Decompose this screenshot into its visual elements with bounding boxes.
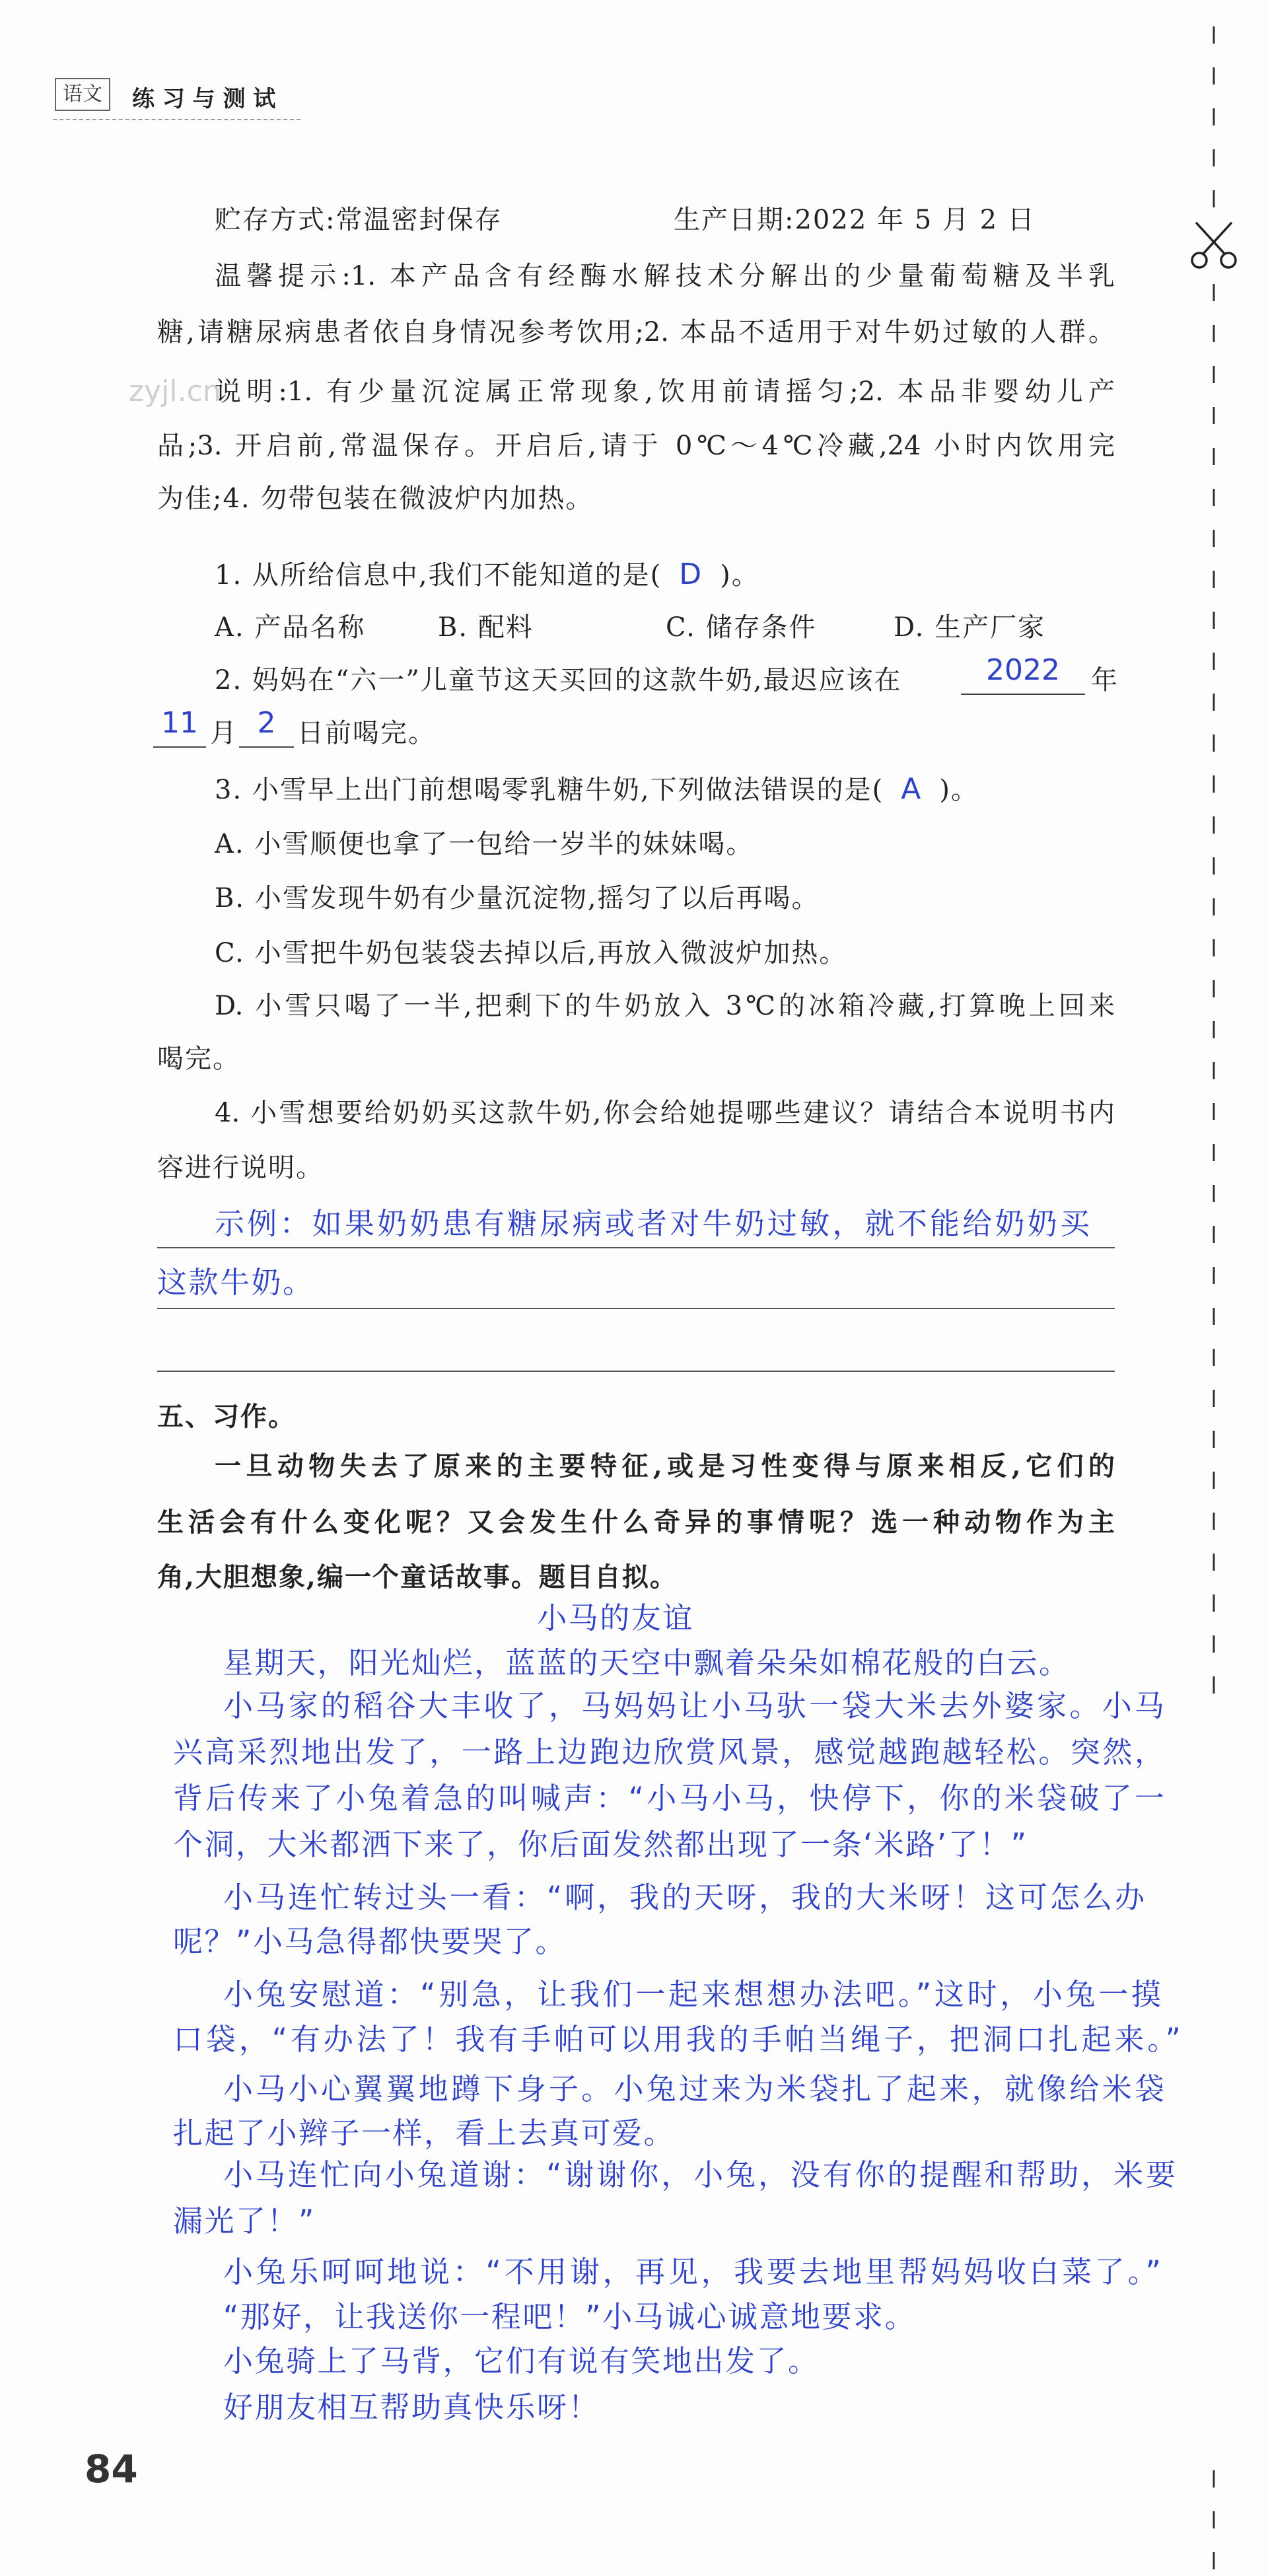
answer-rule (157, 1371, 1115, 1372)
answer-blank-year (961, 653, 1085, 695)
option-c: C. 储存条件 (666, 612, 817, 643)
essay-line: 漏光了！” (173, 2203, 316, 2238)
page-number: 84 (85, 2447, 138, 2491)
q3-option-line: D. 小雪只喝了一半,把剩下的牛奶放入 3℃的冰箱冷藏,打算晚上回来 (215, 991, 1115, 1021)
essay-line: 口袋，“有办法了！我有手帕可以用我的手帕当绳子，把洞口扎起来。” (173, 2022, 1181, 2057)
question-2-tail: 日前喝完。 (297, 718, 436, 748)
question-4-line: 容进行说明。 (157, 1153, 324, 1183)
answer-rule (157, 1308, 1115, 1309)
month-unit: 月 (210, 718, 238, 748)
option-a: A. 产品名称 (215, 612, 366, 643)
question-3-stem: 3. 小雪早上出门前想喝零乳糖牛奶,下列做法错误的是( (215, 775, 884, 805)
subject-tag: 语文 (55, 78, 110, 111)
watermark: zyjl.cn (129, 375, 221, 408)
essay-line: 小兔骑上了马背，它们有说有笑地出发了。 (223, 2343, 820, 2379)
essay-line: 小兔安慰道：“别急，让我们一起来想想办法吧。”这时，小兔一摸 (223, 1977, 1161, 2012)
question-4-line: 4. 小雪想要给奶奶买这款牛奶,你会给她提哪些建议？请结合本说明书内 (215, 1098, 1115, 1128)
answer-blank-day (239, 706, 294, 748)
essay-line: 呢？”小马急得都快要哭了。 (173, 1924, 567, 1959)
essay-line: 小马小心翼翼地蹲下身子。小兔过来为米袋扎了起来，就像给米袋 (223, 2071, 1164, 2106)
q3-option-line: B. 小雪发现牛奶有少量沉淀物,摇匀了以后再喝。 (215, 883, 820, 913)
question-1-stem: 1. 从所给信息中,我们不能知道的是( (215, 560, 662, 590)
notes-line: 为佳;4. 勿带包装在微波炉内加热。 (157, 483, 594, 514)
storage-method: 贮存方式:常温密封保存 (215, 205, 503, 235)
year-unit: 年 (1091, 665, 1119, 696)
prompt-line: 一旦动物失去了原来的主要特征,或是习性变得与原来相反,它们的 (215, 1450, 1115, 1482)
prompt-line: 角,大胆想象,编一个童话故事。题目自拟。 (157, 1561, 678, 1592)
essay-line: 兴高采烈地出发了，一路上边跑边欣赏风景，感觉越跑越轻松。突然， (173, 1735, 1164, 1770)
notes-line: 品;3. 开启前,常温保存。开启后,请于 0℃～4℃冷藏,24 小时内饮用完 (157, 431, 1115, 461)
essay-line: “那好，让我送你一程吧！”小马诚心诚意地要求。 (223, 2299, 917, 2334)
answer-day: 2 (257, 706, 276, 740)
question-3-close: )。 (939, 775, 979, 805)
essay-title: 小马的友谊 (537, 1600, 694, 1635)
tips-line: 糖,请糖尿病患者依自身情况参考饮用;2. 本品不适用于对牛奶过敏的人群。 (157, 317, 1115, 347)
cut-line (1182, 0, 1248, 2576)
answer-rule (157, 1247, 1115, 1248)
section-heading: 五、习作。 (157, 1401, 296, 1432)
scissors-icon (1192, 223, 1236, 268)
production-date: 生产日期:2022 年 5 月 2 日 (674, 205, 1036, 235)
essay-line: 星期天，阳光灿烂，蓝蓝的天空中飘着朵朵如棉花般的白云。 (223, 1645, 1071, 1680)
answer-blank-month (153, 706, 206, 748)
q3-option-line: A. 小雪顺便也拿了一包给一岁半的妹妹喝。 (215, 829, 754, 859)
answer-month: 11 (161, 706, 198, 740)
header-divider (53, 119, 300, 120)
essay-line: 小马连忙向小兔道谢：“谢谢你，小兔，没有你的提醒和帮助，米要 (223, 2157, 1176, 2192)
question-1-close: )。 (720, 560, 759, 590)
essay-line: 小马家的稻谷大丰收了，马妈妈让小马驮一袋大米去外婆家。小马 (223, 1688, 1164, 1723)
essay-line: 小马连忙转过头一看：“啊，我的天呀，我的大米呀！这可怎么办 (223, 1880, 1145, 1915)
option-d: D. 生产厂家 (894, 612, 1046, 643)
answer-line: 示例：如果奶奶患有糖尿病或者对牛奶过敏，就不能给奶奶买 (215, 1206, 1090, 1241)
prompt-line: 生活会有什么变化呢？又会发生什么奇异的事情呢？选一种动物作为主 (157, 1507, 1115, 1538)
question-3 (215, 773, 979, 806)
question-1-answer: D (679, 557, 703, 591)
tips-line: 温馨提示:1. 本产品含有经酶水解技术分解出的少量葡萄糖及半乳 (215, 261, 1115, 291)
answer-line: 这款牛奶。 (157, 1265, 314, 1300)
question-3-answer: A (901, 772, 923, 806)
notes-line: 说明:1. 有少量沉淀属正常现象,饮用前请摇匀;2. 本品非婴幼儿产 (215, 376, 1115, 407)
question-2-stem: 2. 妈妈在“六一”儿童节这天买回的这款牛奶,最迟应该在 (215, 665, 902, 696)
essay-line: 好朋友相互帮助真快乐呀！ (223, 2390, 600, 2425)
answer-year: 2022 (986, 653, 1060, 687)
essay-line: 小兔乐呵呵地说：“不用谢，再见，我要去地里帮妈妈收白菜了。” (223, 2254, 1161, 2289)
option-b: B. 配料 (438, 612, 534, 643)
question-1 (215, 558, 759, 591)
book-title: 练 习 与 测 试 (132, 86, 276, 112)
q3-option-line: 喝完。 (157, 1044, 240, 1074)
essay-line: 个洞，大米都洒下来了，你后面发然都出现了一条‘米路’了！” (173, 1827, 1028, 1862)
q3-option-line: C. 小雪把牛奶包装袋去掉以后,再放入微波炉加热。 (215, 938, 847, 968)
essay-line: 扎起了小辫子一样，看上去真可爱。 (173, 2116, 676, 2151)
essay-line: 背后传来了小兔着急的叫喊声：“小马小马，快停下，你的米袋破了一 (173, 1781, 1164, 1816)
